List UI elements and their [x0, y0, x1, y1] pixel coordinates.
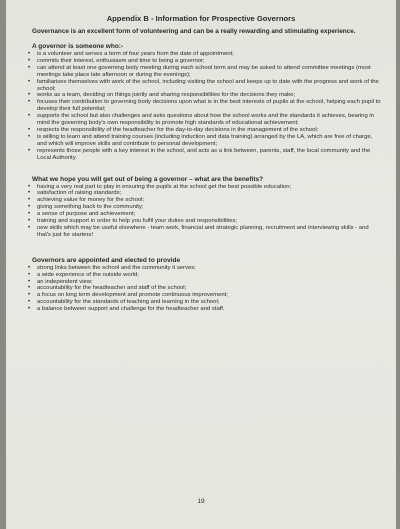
list-item [28, 99, 382, 113]
list-item-text: represents those people with a key interest in the school, and acts as a link between, parents, staff, the local community and the Local Authority. [37, 147, 371, 161]
list-item-text: training and support in order to help you fulfil your duties and responsibilities; [37, 218, 238, 225]
list-item [28, 79, 382, 93]
section-benefits [20, 176, 382, 239]
bullet-icon: • [28, 271, 31, 278]
bullet-list [20, 184, 382, 239]
bullet-icon: • [28, 278, 31, 285]
list-item-text: new skills which may be useful elsewhere - team work, financial and strategic planning, recruitment and interviewing skills - and that's just for starters! [37, 224, 369, 238]
bullet-icon: • [28, 299, 31, 306]
list-item-text: is a volunteer and serves a term of four years from the date of appointment; [37, 51, 234, 57]
list-item [28, 299, 382, 306]
list-item-text: can attend at least one governing body meeting during each school term and may be asked to attend committee meetings (most meetings take place late afternoon or during the evenings); [37, 64, 371, 78]
list-item [28, 65, 382, 79]
list-item [28, 265, 382, 272]
intro-statement: Governance is an excellent form of volunteering and can be a really rewarding and stimulating experience. [32, 28, 356, 35]
list-item-text: giving something back to the community; [37, 204, 144, 211]
list-item [28, 306, 382, 313]
page-title: Appendix B - Information for Prospective Governors [106, 14, 296, 23]
list-item-text: having a very real part to play in ensuring the pupils at the school get the best possible education; [37, 183, 292, 190]
bullet-icon: • [28, 292, 31, 299]
list-item-text: supports the school but also challenges and asks questions about how the school works and the standards it achieves, bearing in mind the governing body's own responsibility to promote high standards of educational achievement; [37, 113, 374, 127]
list-item-text: respects the responsibility of the headteacher for the day-to-day decisions in the management of the school; [37, 126, 319, 133]
document-page [6, 0, 396, 529]
bullet-icon: • [28, 78, 31, 85]
list-item-text: familiarises themselves with work of the school, including visiting the school and keeps up to date with the progress and work of the school; [37, 78, 379, 92]
list-item-text: accountability for the headteacher and staff of the school; [37, 285, 187, 292]
bullet-icon: • [28, 264, 31, 271]
list-item [28, 58, 382, 65]
section-appointment-purpose [20, 257, 382, 313]
bullet-icon: • [28, 211, 31, 218]
bullet-icon: • [28, 64, 31, 71]
bullet-list [20, 51, 382, 162]
list-item [28, 92, 382, 99]
list-item [28, 272, 382, 279]
list-item [28, 134, 382, 148]
bullet-icon: • [28, 57, 31, 64]
list-item [28, 285, 382, 292]
list-item-text: achieving value for money for the school; [37, 197, 145, 204]
list-item-text: works as a team, deciding on things jointly and sharing responsibilities for the decisions they make; [37, 92, 296, 99]
list-item-text: satisfaction of raising standards; [37, 190, 122, 197]
list-item-text: a wide experience of the outside world; [37, 271, 139, 278]
list-item-text: strong links between the school and the community it serves; [37, 264, 196, 271]
bullet-icon: • [28, 285, 31, 292]
list-item [28, 292, 382, 299]
section-heading: A governor is someone who:- [32, 43, 124, 50]
list-item [28, 225, 382, 239]
bullet-icon: • [28, 113, 31, 120]
list-item-text: accountability for the standards of teaching and learning in the school; [37, 299, 220, 306]
bullet-icon: • [28, 133, 31, 140]
list-item [28, 127, 382, 134]
list-item [28, 211, 382, 218]
list-item-text: a balance between support and challenge for the headteacher and staff. [37, 306, 225, 313]
section-heading: Governors are appointed and elected to provide [32, 256, 181, 264]
bullet-icon: • [28, 306, 31, 313]
list-item [28, 218, 382, 225]
bullet-icon: • [28, 92, 31, 99]
list-item-text: a focus on long term development and promote continuous improvement; [37, 292, 228, 299]
list-item-text: focuses their contribution to governing body decisions upon what is in the best interests of pupils at the school, helping each pupil to develop their full potential; [37, 99, 381, 113]
bullet-icon: • [28, 190, 31, 197]
list-item [28, 190, 382, 197]
bullet-icon: • [28, 224, 31, 231]
page-number: 19 [197, 498, 205, 505]
list-item-text: commits their interest, enthusiasm and time to being a governor; [37, 57, 205, 64]
bullet-icon: • [28, 126, 31, 133]
section-heading: What we hope you will get out of being a governor – what are the benefits? [32, 175, 264, 183]
bullet-list [20, 265, 382, 313]
list-item-text: a sense of purpose and achievement; [37, 211, 136, 218]
bullet-icon: • [28, 204, 31, 211]
list-item [28, 204, 382, 211]
list-item [28, 184, 382, 191]
list-item [28, 197, 382, 204]
section-governor-definition [20, 43, 382, 162]
bullet-icon: • [28, 99, 31, 106]
bullet-icon: • [28, 197, 31, 204]
list-item [28, 148, 382, 162]
list-item-text: is willing to learn and attend training courses (including induction and data training) arranged by the LA, which are free of charge, and which will improve skills and contribute to personal development; [37, 133, 373, 147]
list-item-text: an independent view; [37, 278, 93, 285]
bullet-icon: • [28, 51, 31, 57]
bullet-icon: • [28, 218, 31, 225]
list-item [28, 51, 382, 58]
bullet-icon: • [28, 147, 31, 154]
bullet-icon: • [28, 183, 31, 190]
list-item [28, 279, 382, 286]
list-item [28, 113, 382, 127]
